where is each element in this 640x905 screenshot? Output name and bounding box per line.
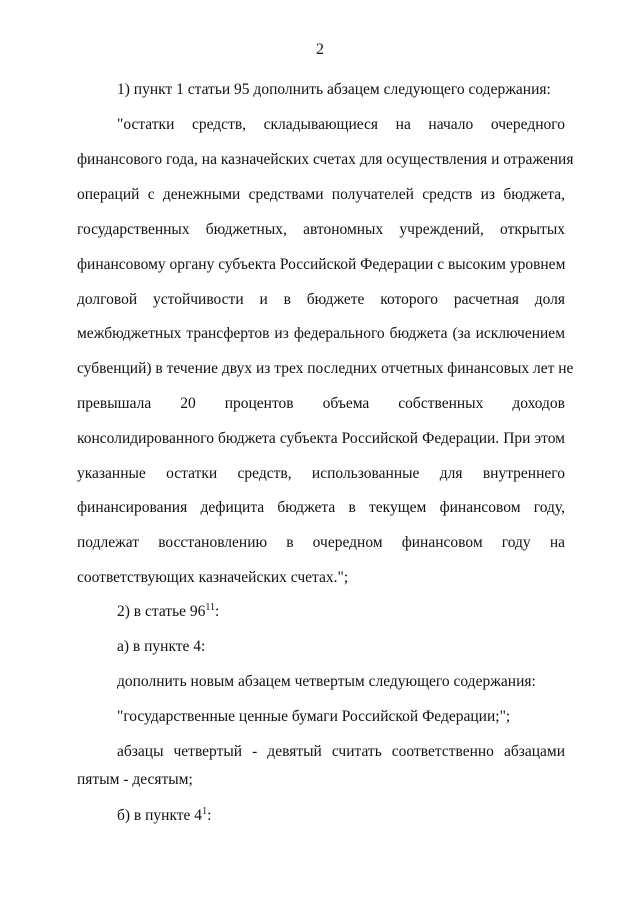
item-text: б) в пункте 4	[117, 807, 203, 824]
paragraph-line: a) в пункте 4:	[117, 638, 206, 655]
paragraph-line: абзацы четвертый - девятый считать соответственно абзацами	[117, 743, 565, 760]
paragraph-line: соответствующих казначейских счетах.";	[77, 569, 349, 586]
paragraph-line	[117, 602, 565, 622]
paragraph-line	[117, 806, 565, 826]
item-suffix: :	[215, 603, 220, 620]
paragraph-line: финансового года, на казначейских счетах для осуществления и отражения	[77, 151, 574, 168]
paragraph-line: превышала 20 процентов объема собственных доходов	[77, 395, 565, 412]
page-number: 2	[316, 41, 324, 58]
paragraph-line: дополнить новым абзацем четвертым следующего содержания:	[117, 673, 536, 690]
paragraph-line: государственных бюджетных, автономных учреждений, открытых	[77, 221, 565, 238]
paragraph-line: 1) пункт 1 статьи 95 дополнить абзацем следующего содержания:	[117, 81, 551, 98]
paragraph-line: указанные остатки средств, использованные для внутреннего	[77, 465, 565, 482]
paragraph-line: финансирования дефицита бюджета в текущем финансовом году,	[77, 499, 565, 516]
paragraph-line: операций с денежными средствами получателей средств из бюджета,	[77, 186, 565, 203]
superscript: 11	[205, 602, 216, 613]
paragraph-line: подлежат восстановлению в очередном финансовом году на	[77, 534, 565, 551]
paragraph-line: пятым - десятым;	[77, 771, 193, 788]
superscript: 1	[202, 806, 208, 817]
item-suffix: :	[207, 807, 212, 824]
paragraph-line: консолидированного бюджета субъекта Российской Федерации. При этом	[77, 430, 565, 447]
paragraph-line: межбюджетных трансфертов из федерального бюджета (за исключением	[77, 325, 565, 342]
paragraph-line: финансовому органу субъекта Российской Федерации с высоким уровнем	[77, 256, 566, 273]
paragraph-line: субвенций) в течение двух из трех последних отчетных финансовых лет не	[77, 360, 574, 377]
paragraph-line: "остатки средств, складывающиеся на начало очередного	[117, 116, 565, 133]
paragraph-line: "государственные ценные бумаги Российской Федерации;";	[117, 708, 511, 725]
item-text: 2) в статье 96	[117, 603, 206, 620]
paragraph-line: долговой устойчивости и в бюджете которого расчетная доля	[77, 291, 565, 308]
